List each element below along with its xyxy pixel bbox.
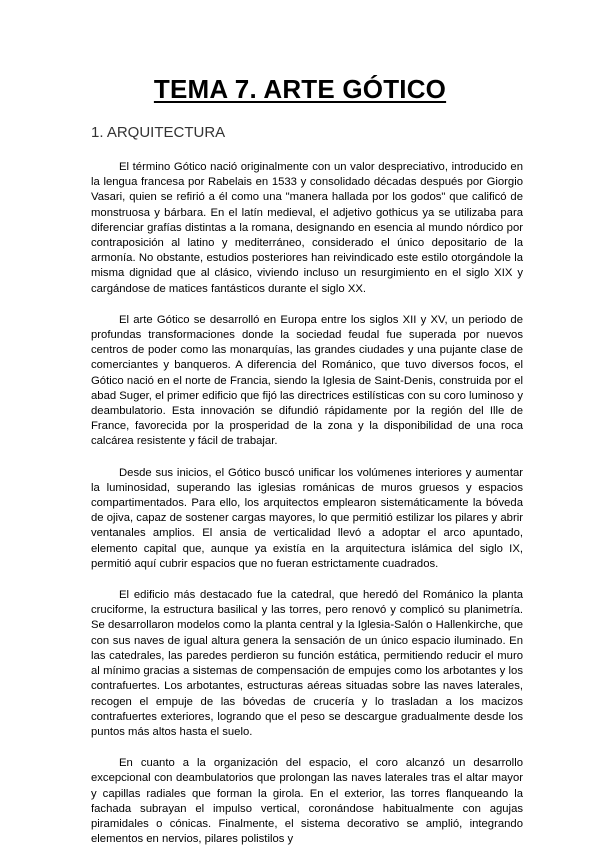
section-heading: 1. ARQUITECTURA <box>91 124 226 141</box>
paragraph: Desde sus inicios, el Gótico buscó unificar los volúmenes interiores y aumentar la luminosidad, superando las iglesias románicas de muros gruesos y espacios compartimentados. Para ello, los arquitectos emplearon sistemáticamente la bóveda de ojiva, capaz de sostener cargas mayores, lo que permitió estilizar los pilares y abrir ventanales amplios. El ansia de verticalidad llevó a adoptar el arco apuntado, elemento capital que, aunque ya existía en la arquitectura islámica del siglo IX, permitió aquí cubrir espacios que no fueran estrictamente cuadrados. <box>91 466 523 570</box>
paragraph: En cuanto a la organización del espacio, el coro alcanzó un desarrollo excepcional con deambulatorios que prolongan las naves laterales tras el altar mayor y capillas radiales que forman la girola. En el exterior, las torres flanqueando la fachada subrayan el impulso vertical, coronándose habitualmente con agujas piramidales o cónicas. Finalmente, el sistema decorativo se amplió, integrando elementos en nervios, pilares polistilos y <box>91 757 523 846</box>
paragraph: El edificio más destacado fue la catedral, que heredó del Románico la planta cruciforme, la estructura basilical y las torres, pero renovó y complicó su planimetría. Se desarrollaron modelos como la planta central y la Iglesia-Salón o Hallenkirche, que con sus naves de igual altura genera la sensación de un único espacio iluminado. En las catedrales, las paredes perdieron su función estática, permitiendo reducir el muro al mínimo gracias a sistemas de compensación de empujes como los arbotantes y los contrafuertes. Los arbotantes, estructuras aéreas situadas sobre las naves laterales, recogen el empuje de las bóvedas de crucería y lo trasladan a los macizos contrafuertes exteriores, logrando que el peso se descargue gradualmente desde los puntos más altos hasta el suelo. <box>91 589 523 738</box>
document-body <box>91 160 523 863</box>
paragraph: El término Gótico nació originalmente con un valor despreciativo, introducido en la lengua francesa por Rabelais en 1533 y consolidado décadas después por Giorgio Vasari, quien se refirió a él como una "manera hallada por los godos" que calificó de monstruosa y bárbara. En el latín medieval, el adjetivo gothicus ya se utilizaba para diferenciar grafías distintas a la romana, designando en esencia al mundo nórdico por contraposición al latino y mediterráneo, considerado el único depositario de la armonía. No obstante, estudios posteriores han reivindicado este estilo otorgándole la misma dignidad que al clásico, viviendo incluso un resurgimiento en el siglo XIX y cargándose de matices fantásticos durante el siglo XX. <box>91 161 523 295</box>
page-title <box>0 74 600 105</box>
page-title-text: TEMA 7. ARTE GÓTICO <box>153 74 447 104</box>
paragraph: El arte Gótico se desarrolló en Europa entre los siglos XII y XV, un periodo de profundas transformaciones donde la sociedad feudal fue superada por nuevos centros de poder como las monarquías, las grandes ciudades y una pujante clase de comerciantes y banqueros. A diferencia del Románico, que tuvo diversos focos, el Gótico nació en el norte de Francia, siendo la Iglesia de Saint-Denis, construida por el abad Suger, el primer edificio que fijó las directrices estilísticas con su coro luminoso y deambulatorio. Esta innovación se difundió rápidamente por la región del Ille de France, favorecida por la prosperidad de la zona y la disponibilidad de una roca calcárea resistente y fácil de trabajar. <box>91 313 523 448</box>
